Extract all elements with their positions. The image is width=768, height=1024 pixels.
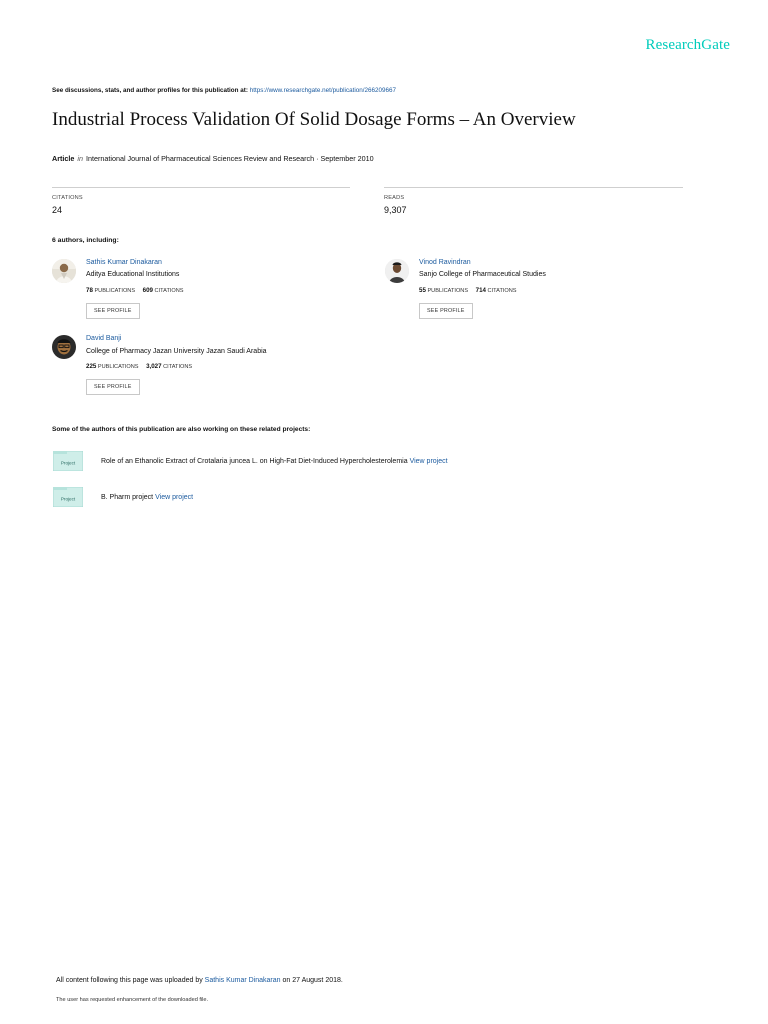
project-icon-label: Project <box>60 496 76 502</box>
discussion-prefix: See discussions, stats, and author profiles for this publication at: <box>52 87 248 94</box>
citations-label: CITATIONS <box>487 288 517 294</box>
citations-label: CITATIONS <box>163 364 193 370</box>
article-in: in <box>77 154 83 163</box>
author-institution: College of Pharmacy Jazan University Jazan Saudi Arabia <box>86 348 267 355</box>
author-photo-icon <box>52 335 76 359</box>
author-name-link[interactable]: David Banji <box>86 335 122 342</box>
project-icon[interactable] <box>53 487 83 507</box>
see-profile-button[interactable]: SEE PROFILE <box>419 303 473 319</box>
author-institution: Sanjo College of Pharmaceutical Studies <box>419 271 546 278</box>
author-metrics <box>86 287 184 294</box>
reads-divider <box>384 187 683 188</box>
journal-name: International Journal of Pharmaceutical Sciences Review and Research · September 2010 <box>85 154 374 163</box>
project-title: B. Pharm project <box>101 494 154 501</box>
related-projects-heading: Some of the authors of this publication are also working on these related projects: <box>52 426 311 433</box>
citations-label: CITATIONS <box>52 195 83 201</box>
upload-suffix: on 27 August 2018. <box>282 977 343 984</box>
project-icon[interactable] <box>53 451 83 471</box>
author-name-link[interactable]: Sathis Kumar Dinakaran <box>86 259 162 266</box>
project-item <box>101 458 448 465</box>
publications-count: 78 <box>86 287 93 294</box>
citations-count: 714 <box>475 287 486 294</box>
discussion-line <box>52 87 396 94</box>
citations-count: 609 <box>142 287 153 294</box>
project-title: Role of an Ethanolic Extract of Crotalaria juncea L. on High-Fat Diet-Induced Hypercholesterolemia <box>101 458 408 465</box>
avatar-vinod[interactable] <box>385 259 409 283</box>
reads-value: 9,307 <box>384 205 407 215</box>
project-icon-label: Project <box>60 460 76 466</box>
author-photo-icon <box>385 259 409 283</box>
paper-title: Industrial Process Validation Of Solid Dosage Forms – An Overview <box>52 109 576 130</box>
authors-heading: 6 authors, including: <box>52 237 119 244</box>
citations-value: 24 <box>52 205 63 215</box>
see-profile-button[interactable]: SEE PROFILE <box>86 379 140 395</box>
publications-count: 55 <box>419 287 426 294</box>
reads-label: READS <box>384 195 405 201</box>
publications-label: PUBLICATIONS <box>94 288 136 294</box>
author-metrics <box>419 287 517 294</box>
publications-label: PUBLICATIONS <box>97 364 139 370</box>
publication-url-link[interactable]: https://www.researchgate.net/publication/266209667 <box>249 87 397 94</box>
article-info <box>52 154 374 163</box>
enhancement-note: The user has requested enhancement of the downloaded file. <box>56 997 209 1003</box>
project-item <box>101 494 193 501</box>
author-institution: Aditya Educational Institutions <box>86 271 180 278</box>
upload-note <box>56 977 343 984</box>
researchgate-logo[interactable]: ResearchGate <box>645 37 730 53</box>
author-photo-icon <box>52 259 76 283</box>
view-project-link[interactable]: View project <box>409 458 448 465</box>
view-project-link[interactable]: View project <box>155 494 194 501</box>
citations-label: CITATIONS <box>154 288 184 294</box>
publications-count: 225 <box>86 363 97 370</box>
upload-prefix: All content following this page was uploaded by <box>56 977 203 984</box>
uploader-link[interactable]: Sathis Kumar Dinakaran <box>204 977 281 984</box>
see-profile-button[interactable]: SEE PROFILE <box>86 303 140 319</box>
citations-divider <box>52 187 350 188</box>
citations-count: 3,027 <box>146 363 162 370</box>
publications-label: PUBLICATIONS <box>427 288 469 294</box>
author-name-link[interactable]: Vinod Ravindran <box>419 259 471 266</box>
article-type: Article <box>52 154 75 163</box>
avatar-sathis[interactable] <box>52 259 76 283</box>
author-metrics <box>86 363 192 370</box>
avatar-david[interactable] <box>52 335 76 359</box>
